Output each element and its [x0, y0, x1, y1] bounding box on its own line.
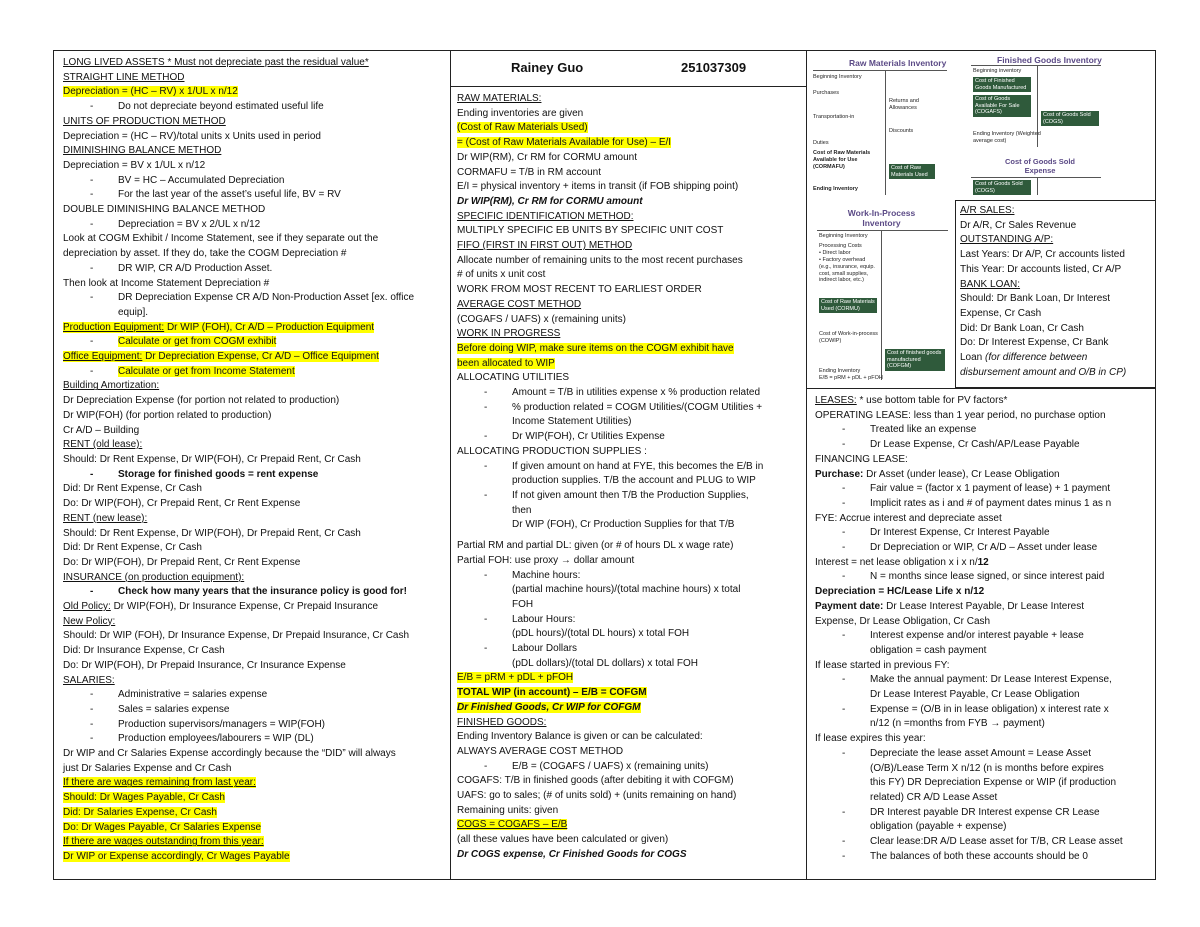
line: ALWAYS AVERAGE COST METHOD: [457, 745, 624, 757]
bullet: [63, 585, 444, 600]
highlight-text: Should: Dr Wages Payable, Cr Cash: [63, 792, 225, 804]
bullet-text: - Depreciation = BV x 2/UL x n/12: [118, 218, 261, 230]
line: [815, 394, 1151, 409]
line: production supplies. T/B the account and PLUG to WIP: [512, 475, 756, 487]
name-header: [451, 51, 806, 87]
line: [63, 321, 444, 336]
line: Do: Dr WIP(FOH), Dr Prepaid Insurance, Cr Insurance Expense: [63, 659, 346, 671]
highlight-text: Did: Dr Salaries Expense, Cr Cash: [63, 806, 217, 818]
bullet-text: - Check how many years that the insurance policy is good for!: [118, 586, 407, 598]
line: Should: Dr Bank Loan, Dr Interest: [960, 293, 1111, 305]
bullet: [815, 629, 1151, 644]
bullet-text: - If not given amount then T/B the Production Supplies,: [512, 489, 749, 501]
line: related) CR A/D Lease Asset: [870, 791, 998, 803]
diagram-label: E/B = pRM + pDL + pFOH: [819, 375, 883, 381]
bullet-text: - Dr WIP(FOH), Cr Utilities Expense: [512, 431, 665, 443]
line: [815, 556, 1151, 571]
diagram-box: Cost of Finished Goods Manufactured: [973, 77, 1031, 92]
leases-section: [807, 388, 1155, 865]
line: FOH: [512, 598, 534, 610]
diagram-label: Cost of Raw Materials Available for Use (CORMAFU): [813, 150, 871, 170]
line: OUTSTANDING A/P:: [960, 234, 1054, 246]
highlight-text: COGS = COGAFS – E/B: [457, 819, 568, 831]
diagram-label: Beginning Inventory: [813, 74, 862, 80]
line: [457, 136, 800, 151]
line: Dr A/R, Cr Sales Revenue: [960, 219, 1077, 231]
diagram-label: Discounts: [889, 128, 914, 134]
bullet: [815, 438, 1151, 453]
t-account-line: [1037, 177, 1038, 195]
t-account-line: [817, 230, 948, 231]
line: MULTIPLY SPECIFIC EB UNITS BY SPECIFIC UNIT COST: [457, 225, 724, 237]
bullet: [457, 642, 800, 657]
bullet: [815, 835, 1151, 850]
line: BANK LOAN:: [960, 278, 1021, 290]
bullet-text: - Make the annual payment: Dr Lease Interest Expense,: [870, 674, 1112, 686]
line: WORK FROM MOST RECENT TO EARLIEST ORDER: [457, 284, 702, 296]
line: Did: Dr Insurance Expense, Cr Cash: [63, 645, 225, 657]
highlight-text: If there are wages outstanding from this year:: [63, 836, 264, 848]
bullet-text: - N = months since lease signed, or since interest paid: [870, 571, 1105, 583]
highlight-text: Do: Dr Wages Payable, Cr Salaries Expense: [63, 821, 262, 833]
line: [457, 342, 800, 357]
line: Dr WIP and Cr Salaries Expense accordingly because the “DID” will always: [63, 748, 396, 760]
bullet-text: - % production related = COGM Utilities/(COGM Utilities +: [512, 401, 763, 413]
line: [815, 600, 1151, 615]
old-policy-label: Old Policy:: [63, 601, 111, 613]
bullet-text: - E/B = (COGAFS / UAFS) x (remaining units): [512, 760, 709, 772]
diagram-title: Cost of Goods Sold Expense: [1005, 157, 1075, 175]
bullet: [815, 570, 1151, 585]
diagram-label: Ending Inventory (Weighted average cost): [973, 131, 1041, 144]
diagram-label: Ending Inventory: [813, 186, 858, 192]
line: [63, 776, 444, 791]
line: RENT (new lease):: [63, 512, 148, 524]
line: RENT (old lease):: [63, 439, 143, 451]
bullet: [815, 806, 1151, 821]
line: this FY) DR Depreciation Expense or WIP (if production: [870, 777, 1117, 789]
line: [457, 701, 800, 716]
line: Do: Dr WIP(FOH), Dr Prepaid Rent, Cr Rent Expense: [63, 556, 301, 568]
diagram-label: Ending Inventory: [819, 368, 861, 374]
line: ALLOCATING UTILITIES: [457, 372, 570, 384]
bullet-text: - If given amount on hand at FYE, this becomes the E/B in: [512, 460, 764, 472]
line: WORK IN PROGRESS: [457, 328, 561, 340]
production-equipment-label: Production Equipment:: [63, 321, 165, 333]
line: Did: Dr Rent Expense, Cr Cash: [63, 483, 202, 495]
text: 12: [973, 586, 985, 598]
text: Dr Asset (under lease), Cr Lease Obligation: [863, 468, 1060, 480]
line: [63, 85, 444, 100]
line: [960, 351, 1153, 366]
line: (all these values have been calculated or given): [457, 834, 669, 846]
line: [63, 350, 444, 365]
line: FYE: Accrue interest and depreciate asset: [815, 512, 1002, 524]
line: Did: Dr Bank Loan, Cr Cash: [960, 322, 1084, 334]
line: COGAFS: T/B in finished goods (after debiting it with COFGM): [457, 775, 734, 787]
bullet: [63, 688, 444, 703]
line: E/I = physical inventory + items in transit (if FOB shipping point): [457, 181, 739, 193]
bullet: [63, 100, 444, 115]
bullet: [63, 703, 444, 718]
bullet-text: - BV = HC – Accumulated Depreciation: [118, 174, 285, 186]
t-account-line: [813, 70, 947, 71]
diagram-label: • Factory overhead (e.g., insurance, equip. cost, small supplies, indirect labor, etc.): [819, 257, 875, 284]
line: A/R SALES:: [960, 205, 1015, 216]
bullet: [457, 386, 800, 401]
bullet: [457, 569, 800, 584]
line: STRAIGHT LINE METHOD: [63, 71, 185, 83]
line: [63, 56, 444, 71]
formula: Depreciation = (HC – RV) x 1/UL x n/12: [63, 86, 238, 98]
line: equip].: [118, 306, 149, 318]
line: (O/B)/Lease Term X n/12 (n is months before expires: [870, 762, 1104, 774]
bullet-text: - DR Depreciation Expense CR A/D Non-Production Asset [ex. office: [118, 292, 415, 304]
line: INSURANCE (on production equipment):: [63, 571, 245, 583]
line: n/12 (n =months from FYB → payment): [870, 718, 1045, 730]
bullet: [457, 401, 800, 416]
line: Dr WIP (FOH), Cr Production Supplies for that T/B: [512, 519, 735, 531]
diagram-label: Duties: [813, 140, 829, 146]
line: Look at COGM Exhibit / Income Statement, see if they separate out the: [63, 233, 379, 245]
bullet-text: Calculate or get from Income Statement: [118, 365, 295, 377]
bullet-text: - Production supervisors/managers = WIP(FOH): [118, 718, 326, 730]
bullet: [457, 430, 800, 445]
bullet-text: - Machine hours:: [512, 569, 581, 581]
line: DIMINISHING BALANCE METHOD: [63, 145, 222, 157]
line: Do: Dr Interest Expense, Cr Bank: [960, 337, 1109, 349]
line: Dr Lease Interest Payable, Cr Lease Obligation: [870, 689, 1080, 701]
line: Depreciation = (HC – RV)/total units x Units used in period: [63, 130, 321, 142]
line: disbursement amount and O/B in CP): [960, 366, 1127, 378]
line: [63, 806, 444, 821]
diagram-label: Beginning Inventory: [819, 233, 868, 239]
line: If lease started in previous FY:: [815, 659, 950, 671]
bullet-text: - Labour Dollars: [512, 643, 578, 655]
bullet: [63, 718, 444, 733]
bullet: [457, 489, 800, 504]
line: New Policy:: [63, 615, 116, 627]
bullet-text: - DR WIP, CR A/D Production Asset.: [118, 262, 273, 274]
student-name: Rainey Guo: [511, 60, 584, 75]
bullet-text: - Fair value = (factor x 1 payment of lease) + 1 payment: [870, 483, 1111, 495]
text: Interest = net lease obligation x i x n/: [815, 556, 978, 568]
line: just Dr Salaries Expense and Cr Cash: [63, 762, 232, 774]
line: SALARIES:: [63, 674, 115, 686]
bullet-text: - DR Interest payable DR Interest expense CR Lease: [870, 806, 1100, 818]
diagram-label: Transportation-in: [813, 114, 855, 120]
line: (partial machine hours)/(total machine hours) x total: [512, 584, 741, 596]
diagram-label: Beginning inventory: [973, 68, 1022, 74]
highlight-text: = (Cost of Raw Materials Available for Use) – E/I: [457, 137, 672, 149]
text: 12: [977, 556, 989, 568]
bullet: [815, 541, 1151, 556]
line: [815, 468, 1151, 483]
line: depreciation by asset. If they do, take the COGM Depreciation #: [63, 248, 347, 260]
student-id: 251037309: [681, 60, 747, 75]
bullet: [815, 747, 1151, 762]
diagram-label: • Direct labor: [819, 250, 851, 256]
bullet-text: - Clear lease:DR A/D Lease asset for T/B, CR Lease asset: [870, 836, 1123, 848]
diagram-title: Finished Goods Inventory: [997, 55, 1102, 65]
line: Last Years: Dr A/P, Cr accounts listed: [960, 249, 1125, 261]
text: Payment date:: [815, 600, 884, 612]
highlight-text: TOTAL WIP (in account) – E/B = COFGM: [457, 687, 647, 699]
line: FIFO (FIRST IN FIRST OUT) METHOD: [457, 240, 633, 252]
bullet: [815, 482, 1151, 497]
line: [63, 835, 444, 850]
bullet: [63, 291, 444, 306]
bullet-text: - Treated like an expense: [870, 424, 977, 436]
diagram-label: Cost of Work-in-process (COWIP): [819, 331, 878, 344]
t-account-line: [881, 230, 882, 380]
line: OPERATING LEASE: less than 1 year period, no purchase option: [815, 409, 1106, 421]
bullet: [63, 262, 444, 277]
bullet-text: - For the last year of the asset’s useful life, BV = RV: [118, 189, 341, 201]
long-lived-assets-heading: LONG LIVED ASSETS * Must not depreciate past the residual value*: [63, 57, 369, 68]
line: Did: Dr Rent Expense, Cr Cash: [63, 542, 202, 554]
bullet-text: - Interest expense and/or interest payable + lease: [870, 630, 1084, 642]
column-inventory: [451, 51, 807, 879]
line: Cr A/D – Building: [63, 424, 140, 436]
line: CORMAFU = T/B in RM account: [457, 166, 602, 178]
diagram-label: Purchases: [813, 90, 839, 96]
bullet-text: - Storage for finished goods = rent expense: [118, 468, 319, 480]
line: [63, 850, 444, 865]
bullet: [63, 218, 444, 233]
diagram-title: Work-In-Process Inventory: [847, 208, 916, 228]
bullet-text: - Administrative = salaries expense: [118, 689, 268, 701]
line: [457, 686, 800, 701]
line: Dr WIP(RM), Cr RM for CORMU amount: [457, 195, 643, 207]
highlight-text: Dr Finished Goods, Cr WIP for COFGM: [457, 701, 641, 713]
bullet: [815, 850, 1151, 865]
leases-heading: LEASES:: [815, 395, 857, 406]
diagram-box: Cost of Goods Sold (COGS): [1041, 111, 1099, 126]
entry: Dr WIP(FOH), Dr Insurance Expense, Cr Prepaid Insurance: [110, 601, 379, 613]
bullet-text: - Dr Lease Expense, Cr Cash/AP/Lease Payable: [870, 439, 1080, 451]
bullet-text: - Dr Interest Expense, Cr Interest Payable: [870, 527, 1050, 539]
highlight-text: E/B = pRM + pDL + pFOH: [457, 672, 574, 684]
line: UAFS: go to sales; (# of units sold) + (units remaining on hand): [457, 790, 737, 802]
line: (COGAFS / UAFS) x (remaining units): [457, 313, 626, 325]
diagram-title: Raw Materials Inventory: [849, 58, 947, 68]
diagram-box: Cost of Goods Available For Sale (COGAFS): [973, 95, 1031, 117]
line: [63, 791, 444, 806]
line: FINANCING LEASE:: [815, 453, 908, 465]
line: Partial RM and partial DL: given (or # of hours DL x wage rate): [457, 540, 734, 552]
line: obligation (payable + expense): [870, 821, 1007, 833]
t-account-line: [971, 65, 1101, 66]
diagram-box: Cost of Raw Materials Used: [889, 164, 935, 179]
column-depreciation: [54, 51, 451, 879]
line: (pDL hours)/(total DL hours) x total FOH: [512, 628, 690, 640]
bullet: [63, 365, 444, 380]
line: [457, 818, 800, 833]
t-account-line: [885, 70, 886, 195]
line: [457, 121, 800, 136]
line: Dr Depreciation Expense (for portion not related to production): [63, 395, 340, 407]
line: Dr WIP(FOH) (for portion related to production): [63, 409, 272, 421]
text: Purchase:: [815, 468, 864, 480]
bullet-text: - Expense = (O/B in in lease obligation) x interest rate x: [870, 703, 1109, 715]
text: Loan: [960, 352, 986, 364]
t-account-line: [971, 177, 1101, 178]
bullet: [457, 460, 800, 475]
diagram-box: Cost of Goods Sold (COGS): [973, 180, 1031, 195]
finished-goods-diagram: [967, 53, 1107, 198]
diagram-label: Processing Costs: [819, 243, 862, 249]
wip-diagram: [815, 206, 950, 386]
highlight-text: Dr WIP or Expense accordingly, Cr Wages Payable: [63, 850, 290, 862]
line: This Year: Dr accounts listed, Cr A/P: [960, 263, 1122, 275]
bullet: [815, 703, 1151, 718]
bullet-text: - Labour Hours:: [512, 613, 576, 625]
line: Ending inventories are given: [457, 107, 584, 119]
office-equipment-label: Office Equipment:: [63, 351, 143, 363]
line: Allocate number of remaining units to the most recent purchases: [457, 254, 743, 266]
bullet-text: - Depreciate the lease asset Amount = Lease Asset: [870, 747, 1091, 759]
cheat-sheet-frame: [53, 50, 1156, 880]
line: Do: Dr WIP(FOH), Cr Prepaid Rent, Cr Rent Expense: [63, 498, 301, 510]
line: Ending Inventory Balance is given or can be calculated:: [457, 731, 703, 743]
line: Expense, Cr Cash: [960, 307, 1042, 319]
line: [457, 671, 800, 686]
text: (for difference between: [985, 352, 1088, 364]
bullet: [457, 613, 800, 628]
raw-materials-diagram: [809, 56, 949, 204]
bullet: [63, 335, 444, 350]
line: [815, 585, 1151, 600]
line: RAW MATERIALS:: [457, 93, 542, 104]
line: ALLOCATING PRODUCTION SUPPLIES :: [457, 445, 647, 457]
line: [63, 600, 444, 615]
bullet: [815, 497, 1151, 512]
line: Expense, Dr Lease Obligation, Cr Cash: [815, 615, 991, 627]
line: If lease expires this year:: [815, 733, 926, 745]
bullet: [63, 732, 444, 747]
line: then: [512, 504, 532, 516]
bullet-text: - Amount = T/B in utilities expense x % production related: [512, 387, 761, 399]
bullet-text: Calculate or get from COGM exhibit: [118, 336, 277, 348]
line: [457, 357, 800, 372]
highlight-text: been allocated to WIP: [457, 357, 555, 369]
line: obligation = cash payment: [870, 644, 987, 656]
bullet-text: - Implicit rates as i and # of payment dates minus 1 as n: [870, 497, 1112, 509]
line: SPECIFIC IDENTIFICATION METHOD:: [457, 210, 634, 222]
bullet-text: - Production employees/labourers = WIP (DL): [118, 733, 314, 745]
highlight-text: Before doing WIP, make sure items on the COGM exhibit have: [457, 342, 734, 354]
line: Dr COGS expense, Cr Finished Goods for COGS: [457, 848, 687, 860]
line: Remaining units: given: [457, 804, 559, 816]
bullet: [815, 423, 1151, 438]
bullet: [815, 526, 1151, 541]
line: AVERAGE COST METHOD: [457, 298, 582, 310]
bullet-text: - Sales = salaries expense: [118, 703, 230, 715]
line: Should: Dr Rent Expense, Dr WIP(FOH), Cr Prepaid Rent, Cr Cash: [63, 453, 361, 465]
line: Should: Dr Rent Expense, Dr WIP(FOH), Dr Prepaid Rent, Cr Cash: [63, 527, 361, 539]
line: UNITS OF PRODUCTION METHOD: [63, 115, 226, 127]
line: [63, 821, 444, 836]
entry: Dr Depreciation Expense, Cr A/D – Office Equipment: [142, 351, 379, 363]
entry: Dr WIP (FOH), Cr A/D – Production Equipment: [164, 321, 375, 333]
receivables-payables-box: [955, 200, 1155, 388]
highlight-text: If there are wages remaining from last year:: [63, 777, 256, 789]
bullet: [63, 188, 444, 203]
line: # of units x unit cost: [457, 269, 546, 281]
bullet: [815, 673, 1151, 688]
bullet: [63, 174, 444, 189]
text: Depreciation = HC/Lease Life x n/: [815, 586, 974, 598]
line: Partial FOH: use proxy → dollar amount: [457, 554, 635, 566]
text: * use bottom table for PV factors*: [856, 395, 1008, 406]
bullet-text: - Do not depreciate beyond estimated useful life: [118, 101, 324, 113]
line: Income Statement Utilities): [512, 416, 632, 428]
bullet-text: - Dr Depreciation or WIP, Cr A/D – Asset under lease: [870, 542, 1098, 554]
line: FINISHED GOODS:: [457, 716, 547, 728]
line: Then look at Income Statement Depreciation #: [63, 277, 270, 289]
bullet: [63, 468, 444, 483]
line: Building Amortization:: [63, 380, 160, 392]
inventory-notes: [451, 87, 806, 863]
diagram-label: Returns and Allowances: [889, 98, 919, 111]
text: Dr Lease Interest Payable, Dr Lease Interest: [883, 600, 1085, 612]
bullet: [457, 760, 800, 775]
line: DOUBLE DIMINISHING BALANCE METHOD: [63, 204, 266, 216]
bullet-text: - The balances of both these accounts should be 0: [870, 850, 1088, 862]
highlight-text: (Cost of Raw Materials Used): [457, 122, 588, 134]
line: Should: Dr WIP (FOH), Dr Insurance Expense, Dr Prepaid Insurance, Cr Cash: [63, 630, 410, 642]
line: Depreciation = BV x 1/UL x n/12: [63, 159, 206, 171]
diagram-box: Cost of finished goods manufactured (COFGM): [885, 349, 945, 371]
column-diagrams-and-leases: [807, 51, 1155, 879]
line: Dr WIP(RM), Cr RM for CORMU amount: [457, 151, 637, 163]
line: (pDL dollars)/(total DL dollars) x total FOH: [512, 657, 698, 669]
diagram-box: Cost of Raw Materials Used (CORMU): [819, 298, 877, 313]
